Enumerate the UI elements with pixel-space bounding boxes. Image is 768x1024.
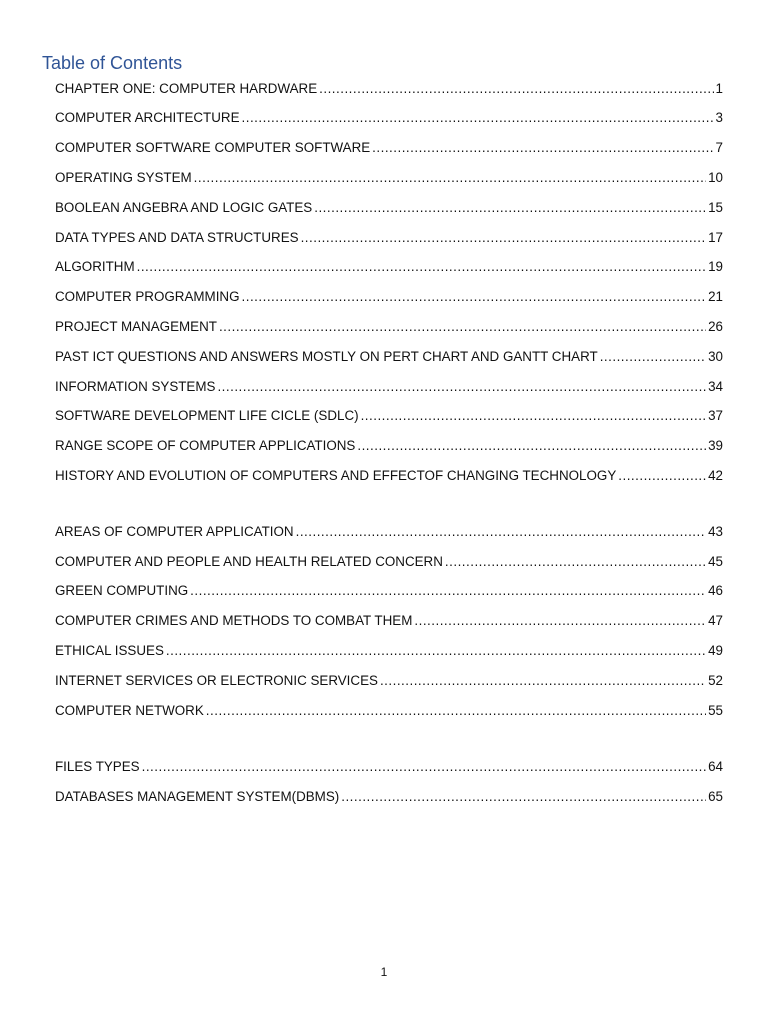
dot-leader (341, 789, 706, 804)
toc-entry-computer-architecture[interactable] (55, 110, 723, 130)
toc-entry-page: 45 (708, 554, 723, 569)
dot-leader (314, 200, 706, 215)
dot-leader (219, 319, 706, 334)
dot-leader (414, 613, 706, 628)
dot-leader (190, 583, 706, 598)
toc-entry-label: ETHICAL ISSUES (55, 643, 164, 658)
toc-entry-page: 39 (708, 438, 723, 453)
toc-entry-label: FILES TYPES (55, 759, 140, 774)
toc-entry-label: AREAS OF COMPUTER APPLICATION (55, 524, 294, 539)
toc-entry-page: 52 (708, 673, 723, 688)
toc-entry-page: 64 (708, 759, 723, 774)
dot-leader (137, 259, 706, 274)
toc-entry-label: SOFTWARE DEVELOPMENT LIFE CICLE (SDLC) (55, 408, 359, 423)
toc-title: Table of Contents (42, 53, 183, 73)
toc-entry-computer-software[interactable] (55, 140, 723, 160)
toc-entry-page: 55 (708, 703, 723, 718)
dot-leader (296, 524, 707, 539)
toc-entry-page: 26 (708, 319, 723, 334)
dot-leader (445, 554, 706, 569)
toc-entry-information-systems[interactable] (55, 379, 723, 399)
dot-leader (242, 289, 707, 304)
dot-leader (618, 468, 706, 483)
toc-entry-label: OPERATING SYSTEM (55, 170, 192, 185)
toc-entry-label: PROJECT MANAGEMENT (55, 319, 217, 334)
toc-entry-label: BOOLEAN ANGEBRA AND LOGIC GATES (55, 200, 313, 215)
toc-entry-page: 37 (708, 408, 723, 423)
toc-entry-label: HISTORY AND EVOLUTION OF COMPUTERS AND EFFECTOF CHANGING TECHNOLOGY (55, 468, 617, 483)
dot-leader (357, 438, 706, 453)
dot-leader (319, 81, 713, 96)
toc-entry-label: COMPUTER ARCHITECTURE (55, 110, 240, 125)
toc-entry-label: COMPUTER PROGRAMMING (55, 289, 240, 304)
dot-leader (217, 379, 706, 394)
toc-entry-computer-programming[interactable] (55, 289, 723, 309)
toc-entry-operating-system[interactable] (55, 170, 723, 190)
dot-leader (372, 140, 713, 155)
toc-entry-page: 30 (708, 349, 723, 364)
dot-leader (142, 759, 707, 774)
toc-entry-chapter-one[interactable] (55, 81, 723, 101)
toc-entry-ethical-issues[interactable] (55, 643, 723, 663)
toc-entry-page: 1 (715, 81, 723, 96)
toc-entry-label: COMPUTER CRIMES AND METHODS TO COMBAT THEM (55, 613, 413, 628)
toc-entry-label: RANGE SCOPE OF COMPUTER APPLICATIONS (55, 438, 356, 453)
toc-entry-page: 34 (708, 379, 723, 394)
toc-entry-label: ALGORITHM (55, 259, 135, 274)
toc-entry-computer-network[interactable] (55, 703, 723, 723)
toc-entry-history-evolution[interactable] (55, 468, 723, 488)
toc-entry-label: PAST ICT QUESTIONS AND ANSWERS MOSTLY ON PERT CHART AND GANTT CHART (55, 349, 598, 364)
dot-leader (242, 110, 714, 125)
toc-entry-label: COMPUTER NETWORK (55, 703, 204, 718)
toc-entry-range-scope[interactable] (55, 438, 723, 458)
dot-leader (166, 643, 706, 658)
toc-entry-page: 49 (708, 643, 723, 658)
toc-entry-page: 19 (708, 259, 723, 274)
toc-entry-green-computing[interactable] (55, 583, 723, 603)
toc-entry-algorithm[interactable] (55, 259, 723, 279)
dot-leader (206, 703, 706, 718)
toc-entry-page: 17 (708, 230, 723, 245)
toc-entry-data-types[interactable] (55, 230, 723, 250)
toc-entry-label: COMPUTER SOFTWARE COMPUTER SOFTWARE (55, 140, 371, 155)
toc-entry-internet-services[interactable] (55, 673, 723, 693)
dot-leader (600, 349, 706, 364)
toc-entry-label: DATA TYPES AND DATA STRUCTURES (55, 230, 299, 245)
toc-entry-label: COMPUTER AND PEOPLE AND HEALTH RELATED CONCERN (55, 554, 443, 569)
toc-entry-page: 46 (708, 583, 723, 598)
dot-leader (361, 408, 707, 423)
toc-entry-page: 3 (715, 110, 723, 125)
toc-entry-areas-of-application[interactable] (55, 524, 723, 544)
toc-entry-computer-crimes[interactable] (55, 613, 723, 633)
page-number: 1 (380, 965, 388, 979)
toc-entry-page: 43 (708, 524, 723, 539)
toc-entry-page: 47 (708, 613, 723, 628)
toc-entry-boolean-algebra[interactable] (55, 200, 723, 220)
toc-entry-label: CHAPTER ONE: COMPUTER HARDWARE (55, 81, 318, 96)
dot-leader (301, 230, 707, 245)
dot-leader (194, 170, 706, 185)
toc-entry-past-ict-questions[interactable] (55, 349, 723, 369)
toc-entry-sdlc[interactable] (55, 408, 723, 428)
dot-leader (380, 673, 706, 688)
toc-entry-page: 42 (708, 468, 723, 483)
toc-entry-page: 7 (715, 140, 723, 155)
toc-entry-page: 10 (708, 170, 723, 185)
toc-entry-files-types[interactable] (55, 759, 723, 779)
toc-entry-people-health[interactable] (55, 554, 723, 574)
toc-entry-label: GREEN COMPUTING (55, 583, 189, 598)
toc-entry-page: 65 (708, 789, 723, 804)
toc-entry-label: INTERNET SERVICES OR ELECTRONIC SERVICES (55, 673, 378, 688)
toc-entry-label: INFORMATION SYSTEMS (55, 379, 216, 394)
toc-entry-label: DATABASES MANAGEMENT SYSTEM(DBMS) (55, 789, 340, 804)
toc-entry-page: 15 (708, 200, 723, 215)
toc-entry-dbms[interactable] (55, 789, 723, 809)
toc-entry-project-management[interactable] (55, 319, 723, 339)
toc-entry-page: 21 (708, 289, 723, 304)
